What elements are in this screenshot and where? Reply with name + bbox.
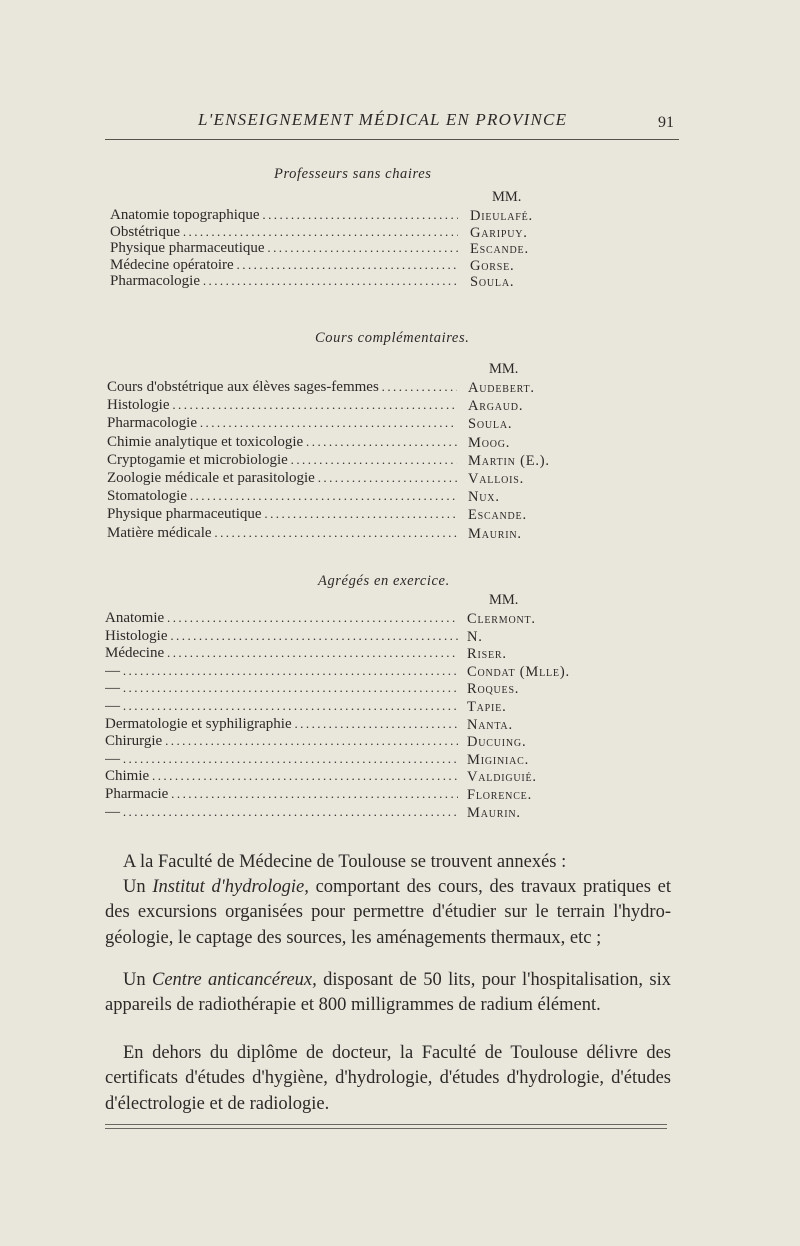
entry-subject: Chirurgie . . . bbox=[105, 732, 458, 750]
entry-professor: Argaud. bbox=[468, 398, 524, 415]
entry-professor: Florence. bbox=[467, 787, 532, 803]
list-entry bbox=[105, 609, 607, 627]
entry-subject: Chimie analytique et toxicologie . . . bbox=[107, 433, 457, 451]
list-entry bbox=[105, 679, 607, 697]
entry-professor: Valdiguié. bbox=[467, 769, 537, 786]
end-rule bbox=[105, 1128, 667, 1129]
list-entry bbox=[105, 767, 607, 785]
entry-professor: Gorse. bbox=[470, 257, 515, 274]
entry-subject: Médecine opératoire . . . bbox=[110, 256, 458, 274]
paragraph-annexes bbox=[105, 850, 671, 875]
list-entry bbox=[105, 750, 607, 768]
mm-label: MM. bbox=[489, 592, 519, 608]
entry-professor: Soula. bbox=[470, 274, 515, 290]
section-title-agreges: Agrégés en exercice. bbox=[318, 573, 450, 589]
entry-professor: Nanta. bbox=[467, 716, 513, 733]
entry-subject: Pharmacologie . . . bbox=[107, 414, 457, 432]
entry-professor: Maurin. bbox=[467, 804, 521, 821]
entry-subject: — . . . bbox=[105, 697, 458, 715]
entry-subject: — . . . bbox=[105, 662, 458, 680]
entry-professor: Soula. bbox=[468, 416, 513, 433]
entry-professor: Escande. bbox=[470, 241, 529, 257]
list-entry bbox=[110, 272, 610, 290]
end-rule bbox=[105, 1124, 667, 1125]
paragraph-text: En dehors du diplôme de docteur, la Faculté de Toulouse délivre des certificats d'études d'hygiène, d'hydrologie, d'études d'hydrologie, d'études d'électrologie et de radiologie. bbox=[105, 1043, 671, 1114]
header-rule bbox=[105, 139, 679, 140]
centre-name: Centre anticancéreux, bbox=[152, 970, 317, 990]
list-entry bbox=[107, 451, 608, 469]
list-entry bbox=[107, 505, 608, 523]
entry-subject: Pharmacologie . . . bbox=[110, 272, 458, 290]
paragraph-text: Un bbox=[123, 877, 146, 897]
list-entry bbox=[107, 433, 608, 451]
paragraph-institut bbox=[105, 875, 671, 951]
entry-professor: Clermont. bbox=[467, 611, 536, 627]
paragraph-centre bbox=[105, 968, 671, 1019]
entry-professor: Roques. bbox=[467, 681, 520, 698]
entry-professor: Escande. bbox=[468, 507, 527, 524]
paragraph-certificats bbox=[105, 1041, 671, 1117]
section-title-professeurs: Professeurs sans chaires bbox=[274, 166, 432, 182]
list-entry bbox=[110, 239, 610, 257]
entry-subject: Obstétrique . . . bbox=[110, 223, 458, 241]
institut-name: Institut d'hydrologie, bbox=[152, 877, 309, 897]
list-entry bbox=[107, 487, 608, 505]
list-entry bbox=[107, 396, 608, 414]
list-entry bbox=[105, 785, 607, 803]
entry-subject: Stomatologie . . . bbox=[107, 487, 457, 505]
entry-subject: Physique pharmaceutique . . . bbox=[107, 505, 457, 523]
list-entry bbox=[107, 524, 608, 542]
entry-subject: Matière médicale . . . bbox=[107, 524, 457, 542]
mm-label: MM. bbox=[492, 189, 522, 205]
entry-professor: Nux. bbox=[468, 489, 500, 506]
entry-professor: Tapie. bbox=[467, 699, 507, 715]
entry-subject: Médecine . . . bbox=[105, 644, 458, 662]
entry-subject: Cryptogamie et microbiologie . . . bbox=[107, 451, 457, 469]
running-title: L'ENSEIGNEMENT MÉDICAL EN PROVINCE bbox=[198, 110, 568, 129]
entry-subject: Histologie . . . bbox=[107, 396, 457, 414]
entry-professor: Dieulafé. bbox=[470, 208, 533, 224]
page-number: 91 bbox=[658, 114, 674, 131]
entry-subject: Anatomie . . . bbox=[105, 609, 458, 627]
list-entry bbox=[105, 627, 607, 645]
entry-subject: Chimie . . . bbox=[105, 767, 458, 785]
entry-subject: Anatomie topographique . . . bbox=[110, 206, 458, 224]
list-entry bbox=[105, 732, 607, 750]
entry-subject: — . . . bbox=[105, 803, 458, 821]
list-entry bbox=[110, 256, 610, 274]
entry-subject: Physique pharmaceutique . . . bbox=[110, 239, 458, 257]
paragraph-text: comportant des cours, des travaux pratiques et des excursions organisées pour permettre d'étudier sur le terrain l'hydro-géologie, le captage des sources, les aménagements thermaux, etc ; bbox=[105, 877, 671, 948]
entry-professor: Miginiac. bbox=[467, 751, 530, 768]
entry-professor: Condat (Mlle). bbox=[467, 663, 570, 680]
entry-subject: Zoologie médicale et parasitologie . . . bbox=[107, 469, 457, 487]
list-entry bbox=[105, 644, 607, 662]
section-title-cours: Cours complémentaires. bbox=[315, 330, 470, 346]
list-entry bbox=[107, 378, 608, 396]
entry-professor: Audebert. bbox=[468, 380, 535, 396]
entry-professor: Garipuy. bbox=[470, 224, 528, 241]
entry-professor: Ducuing. bbox=[467, 734, 527, 751]
list-entry bbox=[107, 469, 608, 487]
paragraph-text: Un bbox=[123, 970, 146, 990]
entry-professor: Moog. bbox=[468, 434, 511, 451]
entry-professor: Vallois. bbox=[468, 471, 525, 487]
entry-professor: N. bbox=[467, 628, 483, 645]
list-entry bbox=[110, 206, 610, 224]
entry-subject: Histologie . . . bbox=[105, 627, 458, 645]
entry-subject: Dermatologie et syphiligraphie . . . bbox=[105, 715, 458, 733]
paragraph-text: disposant de 50 lits, pour l'hospitalisation, six appareils de radiothérapie et 800 milligrammes de radium élément. bbox=[105, 970, 671, 1016]
list-entry bbox=[107, 414, 608, 432]
paragraph-text: A la Faculté de Médecine de Toulouse se trouvent annexés : bbox=[123, 852, 567, 872]
list-entry bbox=[110, 223, 610, 241]
mm-label: MM. bbox=[489, 361, 519, 377]
list-entry bbox=[105, 715, 607, 733]
entry-professor: Maurin. bbox=[468, 525, 522, 542]
entry-professor: Riser. bbox=[467, 646, 507, 663]
list-entry bbox=[105, 662, 607, 680]
list-entry bbox=[105, 803, 607, 821]
entry-subject: Pharmacie . . . bbox=[105, 785, 458, 803]
entry-subject: — . . . bbox=[105, 750, 458, 768]
entry-professor: Martin (E.). bbox=[468, 452, 550, 469]
entry-subject: — . . . bbox=[105, 679, 458, 697]
entry-subject: Cours d'obstétrique aux élèves sages-femmes . . . bbox=[107, 378, 457, 396]
list-entry bbox=[105, 697, 607, 715]
